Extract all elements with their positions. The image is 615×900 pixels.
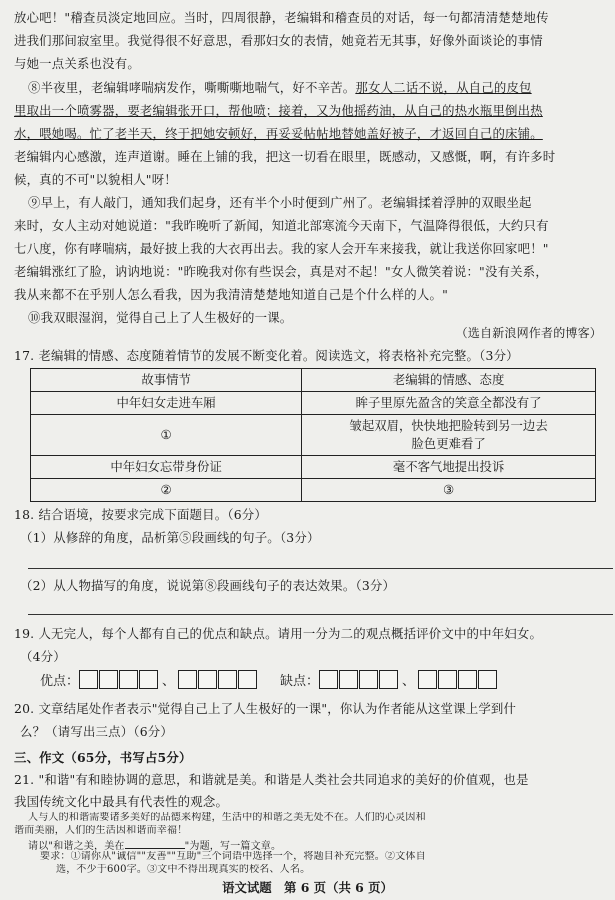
answer-box[interactable] [339,670,358,689]
answer-blank-3[interactable]: ③ [302,479,596,502]
answer-box[interactable] [238,670,257,689]
answer-box[interactable] [418,670,437,689]
answer-box[interactable] [458,670,477,689]
answer-box[interactable] [478,670,497,689]
answer-box[interactable] [319,670,338,689]
table-row [31,479,596,502]
pros-label: 优点： [40,674,80,689]
passage-line: ⑩我双眼湿润，觉得自己上了人生极好的一课。 [28,310,293,325]
source-citation: （选自新浪网作者的博客） [455,326,602,340]
passage-line: ⑧半夜里，老编辑哮喘病发作，嘶嘶嘶地喘气，好不辛苦。那女人二话不说，从自己的皮包 [28,80,532,95]
separator: 、 [402,674,416,689]
q17-prompt: 17. 老编辑的情感、态度随着情节的发展不断变化着。阅读选文，将表格补充完整。（3分） [14,348,519,363]
q19-score: （4分） [20,649,66,664]
answer-box[interactable] [139,670,158,689]
table-cell: 皱起双眉，快快地把脸转到另一边去 脸色更难看了 [302,415,596,456]
essay-line: 21. "和谐"有和睦协调的意思，和谐就是美。和谐是人类社会共同追求的美好的价值观，也是 [14,772,529,787]
table-row [31,392,596,415]
q17-table [30,368,596,502]
answer-box[interactable] [119,670,138,689]
passage-line: 放心吧！"稽查员淡定地回应。当时，四周很静，老编辑和稽查员的对话，每一句都清清楚楚地传 [14,10,549,25]
page-footer: 语文试题 第 6 页（共 6 页） [222,880,393,895]
essay-section-title: 三、作文（65分，书写占5分） [14,750,192,765]
passage-line: 我从来都不在乎别人怎么看我，因为我清清楚楚地知道自己是个什么样的人。" [14,287,448,302]
answer-line[interactable] [28,568,613,569]
answer-box[interactable] [438,670,457,689]
separator: 、 [162,674,176,689]
underlined-sentence: 里取出一个喷雾器，要老编辑张开口，帮他喷；接着，又为他摇药油，从自己的热水瓶里倒出热 [14,103,543,118]
table-header-attitude: 老编辑的情感、态度 [302,369,596,392]
essay-line: 我国传统文化中最具有代表性的观念。 [14,794,229,809]
table-row [31,415,596,456]
underlined-sentence: 水，喂她喝。忙了老半天，终于把她安顿好，再妥妥帖帖地替她盖好被子，才返回自己的床铺。 [14,126,543,141]
table-row [31,369,596,392]
essay-title-line: 请以"和谐之美，美在 "为题，写一篇文章。 [28,838,602,853]
cons-label: 缺点： [280,674,320,689]
table-cell: 中年妇女走进车厢 [31,392,302,415]
q20-prompt-cont: 么？（请写出三点）（6分） [20,724,173,739]
q18-sub1: （1）从修辞的角度，品析第⑤段画线的句子。（3分） [20,530,320,545]
q19-answer-boxes [40,670,498,689]
answer-box[interactable] [359,670,378,689]
passage-line: ⑨早上，有人敲门，通知我们起身，还有半个小时便到广州了。老编辑揉着浮肿的双眼坐起 [28,195,532,210]
q19-prompt: 19. 人无完人，每个人都有自己的优点和缺点。请用一分为二的观点概括评价文中的中年妇女。 [14,626,543,641]
table-cell: 毫不客气地提出投诉 [302,456,596,479]
answer-blank-2[interactable]: ② [31,479,302,502]
essay-requirement: 要求：①请你从"诚信""友善""互助"三个词语中选择一个，将题目补充完整。②文体自 [40,851,426,862]
passage-line: 进我们那间寂室里。我觉得很不好意思，看那妇女的表情，她竟若无其事，好像外面谈论的事情 [14,33,543,48]
passage-line: 七八度，你有哮喘病，最好披上我的大衣再出去。我的家人会开车来接我，就让我送你回家吧！" [14,241,549,256]
answer-box[interactable] [198,670,217,689]
underlined-sentence: 那女人二话不说，从自己的皮包 [355,80,532,95]
essay-title-blank[interactable] [125,838,185,849]
answer-box[interactable] [79,670,98,689]
essay-line: 谐而美丽，人们的生活因和谐而幸福！ [14,825,188,836]
passage-line: 来时，女人主动对她说道："我昨晚听了新闻，知道北部寒流今天南下，气温降得很低，大约只有 [14,218,549,233]
q20-prompt: 20. 文章结尾处作者表示"觉得自己上了人生极好的一课"，你认为作者能从这堂课上学到什 [14,701,517,716]
table-cell: 中年妇女忘带身份证 [31,456,302,479]
answer-box[interactable] [178,670,197,689]
essay-line: 人与人的和谐需要诸多美好的品德来构建，生活中的和谐之美无处不在。人们的心灵因和 [28,812,426,823]
q18-sub2: （2）从人物描写的角度，说说第⑧段画线句子的表达效果。（3分） [20,578,396,593]
passage-line: 候，真的不可"以貌相人"呀！ [14,172,177,187]
passage-line: 老编辑涨红了脸，讷讷地说："昨晚我对你有些误会，真是对不起！"女人微笑着说："没有关系， [14,264,548,279]
table-header-plot: 故事情节 [31,369,302,392]
answer-box[interactable] [379,670,398,689]
answer-box[interactable] [218,670,237,689]
answer-blank-1[interactable]: ① [31,415,302,456]
passage-line: 老编辑内心感激，连声道谢。睡在上铺的我，把这一切看在眼里，既感动，又感慨，啊，有许多时 [14,149,556,164]
table-row [31,456,596,479]
table-cell: 眸子里原先盈含的笑意全都没有了 [302,392,596,415]
q18-prompt: 18. 结合语境，按要求完成下面题目。（6分） [14,507,267,522]
answer-line[interactable] [28,614,613,615]
passage-line: 与她一点关系也没有。 [14,56,140,71]
answer-box[interactable] [99,670,118,689]
essay-requirement: 选，不少于600字。③文中不得出现真实的校名、人名。 [56,864,311,875]
